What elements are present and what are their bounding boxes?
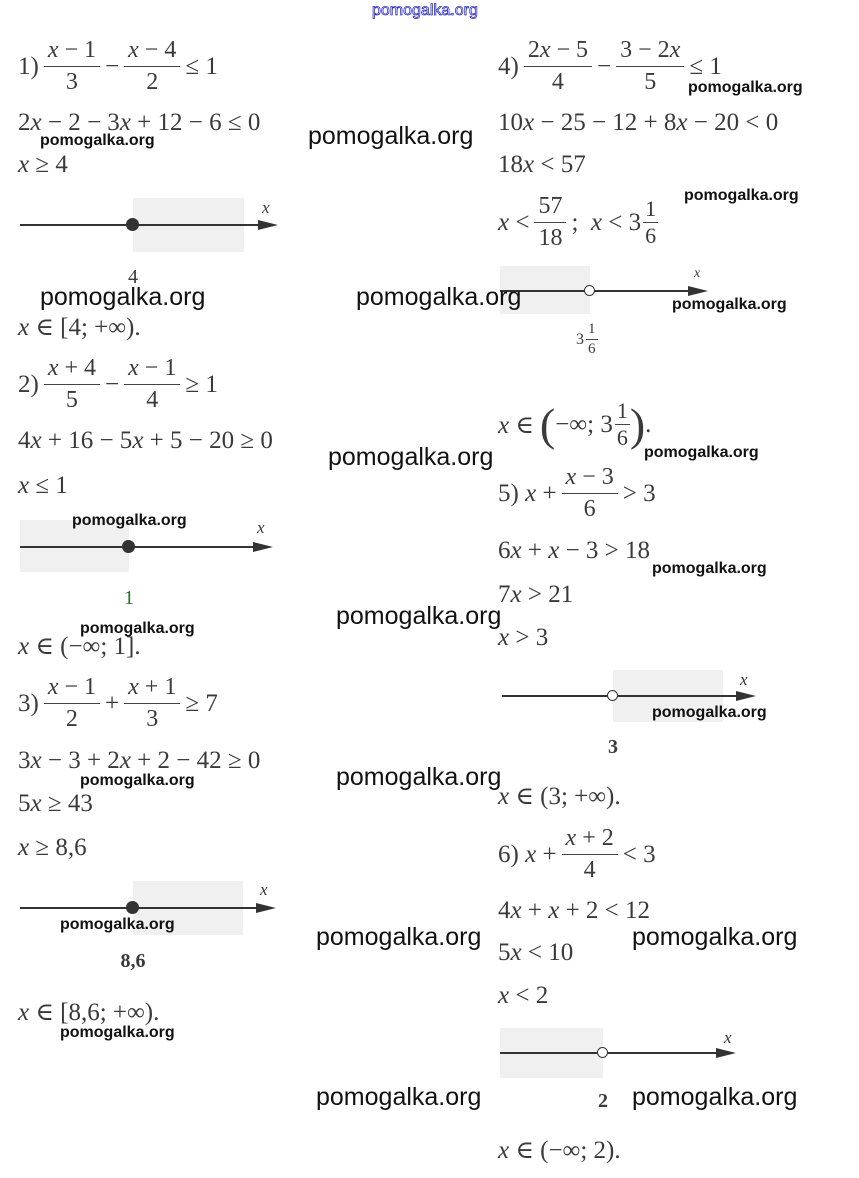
p5-inequality xyxy=(498,465,656,522)
arrow-icon xyxy=(256,903,276,913)
rhs: < 3 xyxy=(622,840,656,868)
watermark: pomogalka.org xyxy=(80,772,195,789)
watermark: pomogalka.org xyxy=(652,704,767,721)
p2-axis-label: x xyxy=(257,518,265,537)
denominator: 6 xyxy=(583,496,596,523)
p5-step-2: 7x > 21 xyxy=(498,581,574,608)
p3-step-1: 3x − 3 + 2x + 2 − 42 ≥ 0 xyxy=(18,747,261,774)
p4-axis-label: x xyxy=(694,266,701,281)
p6-answer: x ∈ (−∞; 2). xyxy=(498,1137,621,1164)
p6-number: 6) xyxy=(498,840,519,868)
p1-filled-point xyxy=(126,218,139,231)
p2-point-label: 1 xyxy=(124,587,134,609)
fraction xyxy=(44,675,100,732)
p4-step-3 xyxy=(498,194,658,251)
denominator: 6 xyxy=(588,341,596,357)
p5-step-3: x > 3 xyxy=(498,624,549,651)
numerator: 2x − 5 xyxy=(524,38,592,67)
p5-number-line xyxy=(502,695,738,697)
watermark: pomogalka.org xyxy=(684,187,799,204)
numerator: x − 1 xyxy=(124,356,180,385)
p2-step-2: x ≤ 1 xyxy=(18,472,68,499)
p3-answer: x ∈ [8,6; +∞). xyxy=(18,999,160,1026)
p4-step-1: 10x − 25 − 12 + 8x − 20 < 0 xyxy=(498,109,779,136)
fraction xyxy=(44,38,100,95)
watermark: pomogalka.org xyxy=(60,916,175,933)
p6-step-2: 5x < 10 xyxy=(498,939,574,966)
p3-number-line xyxy=(20,907,258,909)
text: x + xyxy=(525,479,557,507)
rhs: ≥ 7 xyxy=(185,689,218,717)
p6-point-label: 2 xyxy=(598,1090,608,1112)
watermark: pomogalka.org xyxy=(328,443,494,471)
p1-step-2: x ≥ 4 xyxy=(18,151,68,178)
p1-point-label: 4 xyxy=(128,266,138,288)
denominator: 6 xyxy=(645,223,657,249)
p1-step-1: 2x − 2 − 3x + 12 − 6 ≤ 0 xyxy=(18,109,261,136)
p4-step-2: 18x < 57 xyxy=(498,151,586,178)
p3-number: 3) xyxy=(18,689,39,717)
denominator: 4 xyxy=(551,69,564,96)
numerator: 57 xyxy=(534,194,566,223)
arrow-icon xyxy=(253,542,273,552)
rhs: > 3 xyxy=(622,479,656,507)
numerator: x − 1 xyxy=(44,38,100,67)
watermark: pomogalka.org xyxy=(652,560,767,577)
p4-answer xyxy=(498,400,651,449)
fraction xyxy=(124,356,180,413)
watermark: pomogalka.org xyxy=(40,132,155,149)
text: ; x < 3 xyxy=(571,208,642,236)
fraction xyxy=(586,322,598,357)
fraction xyxy=(562,826,618,883)
watermark: pomogalka.org xyxy=(316,1083,482,1111)
denominator: 5 xyxy=(644,69,657,96)
arrow-icon xyxy=(258,220,278,230)
fraction xyxy=(616,38,684,95)
text: −∞; 3 xyxy=(555,410,613,438)
fraction xyxy=(562,465,618,522)
denominator: 6 xyxy=(616,425,628,450)
p6-inequality xyxy=(498,826,656,883)
arrow-icon xyxy=(688,286,708,296)
operator: + xyxy=(105,689,120,717)
denominator: 4 xyxy=(583,857,596,884)
watermark: pomogalka.org xyxy=(308,122,474,150)
p5-open-point xyxy=(607,690,618,701)
fraction xyxy=(615,400,630,449)
text: x ∈ xyxy=(498,411,534,439)
p1-number-line xyxy=(20,224,260,226)
p3-point-label: 8,6 xyxy=(120,950,146,972)
watermark: pomogalka.org xyxy=(632,1083,798,1111)
rhs: ≤ 1 xyxy=(185,52,218,80)
denominator: 3 xyxy=(146,706,159,733)
fraction xyxy=(124,675,180,732)
arrow-icon xyxy=(736,691,756,701)
rhs: ≤ 1 xyxy=(689,52,722,80)
denominator: 3 xyxy=(65,69,78,96)
numerator: x − 4 xyxy=(124,38,180,67)
text: x + xyxy=(525,840,557,868)
watermark: pomogalka.org xyxy=(336,602,502,630)
p6-open-point xyxy=(597,1047,608,1058)
open-paren: ( xyxy=(539,398,556,450)
fraction xyxy=(124,38,180,95)
p6-axis-label: x xyxy=(724,1028,732,1047)
p5-number: 5) xyxy=(498,479,519,507)
p3-step-2: 5x ≥ 43 xyxy=(18,790,93,817)
watermark: pomogalka.org xyxy=(688,79,803,96)
p2-number-line xyxy=(20,546,256,548)
fraction xyxy=(524,38,592,95)
p2-filled-point xyxy=(122,540,135,553)
watermark: pomogalka.org xyxy=(60,1024,175,1041)
denominator: 2 xyxy=(146,69,159,96)
p1-axis-label: x xyxy=(262,198,270,217)
watermark: pomogalka.org xyxy=(644,444,759,461)
p2-answer: x ∈ (−∞; 1]. xyxy=(18,633,141,660)
text: . xyxy=(645,410,652,438)
numerator: x + 1 xyxy=(124,675,180,704)
p5-axis-label: x xyxy=(740,670,748,689)
watermark: pomogalka.org xyxy=(672,296,787,313)
p2-step-1: 4x + 16 − 5x + 5 − 20 ≥ 0 xyxy=(18,427,273,454)
denominator: 5 xyxy=(65,387,78,414)
p5-answer: x ∈ (3; +∞). xyxy=(498,783,621,810)
watermark: pomogalka.org xyxy=(80,620,195,637)
numerator: 1 xyxy=(645,196,657,222)
p2-number: 2) xyxy=(18,370,39,398)
rhs: ≥ 1 xyxy=(185,370,218,398)
p4-open-point xyxy=(584,285,595,296)
fraction xyxy=(44,356,100,413)
denominator: 4 xyxy=(146,387,159,414)
numerator: 1 xyxy=(616,398,628,423)
numerator: 1 xyxy=(586,322,598,340)
p6-step-3: x < 2 xyxy=(498,982,549,1009)
numerator: x − 1 xyxy=(44,675,100,704)
denominator: 2 xyxy=(65,706,78,733)
p3-inequality xyxy=(18,675,218,732)
close-paren: ) xyxy=(629,398,646,450)
denominator: 18 xyxy=(538,225,563,252)
p1-inequality xyxy=(18,38,218,95)
watermark: pomogalka.org xyxy=(40,283,206,311)
p4-number: 4) xyxy=(498,52,519,80)
watermark: pomogalka.org xyxy=(632,923,798,951)
p1-answer: x ∈ [4; +∞). xyxy=(18,314,141,341)
numerator: x + 2 xyxy=(562,826,618,855)
whole: 3 xyxy=(576,330,584,348)
p2-inequality xyxy=(18,356,218,413)
fraction xyxy=(643,198,658,247)
watermark: pomogalka.org xyxy=(336,763,502,791)
fraction xyxy=(534,194,566,251)
p6-number-line xyxy=(500,1052,718,1054)
operator: − xyxy=(597,52,612,80)
p4-point-label xyxy=(576,322,598,357)
operator: − xyxy=(105,52,120,80)
p4-number-line xyxy=(500,290,690,292)
arrow-icon xyxy=(716,1048,736,1058)
numerator: 3 − 2x xyxy=(616,38,684,67)
p3-step-3: x ≥ 8,6 xyxy=(18,834,87,861)
watermark: pomogalka.org xyxy=(356,283,522,311)
p5-step-1: 6x + x − 3 > 18 xyxy=(498,537,651,564)
operator: − xyxy=(105,370,120,398)
p3-filled-point xyxy=(126,901,139,914)
p1-number: 1) xyxy=(18,52,39,80)
p5-point-label: 3 xyxy=(608,736,618,758)
watermark-top: pomogalka.org xyxy=(372,2,478,19)
numerator: x − 3 xyxy=(562,465,618,494)
numerator: x + 4 xyxy=(44,356,100,385)
p6-step-1: 4x + x + 2 < 12 xyxy=(498,897,651,924)
watermark: pomogalka.org xyxy=(72,512,187,529)
p3-axis-label: x xyxy=(260,880,268,899)
watermark: pomogalka.org xyxy=(316,923,482,951)
text: x < xyxy=(498,208,530,236)
